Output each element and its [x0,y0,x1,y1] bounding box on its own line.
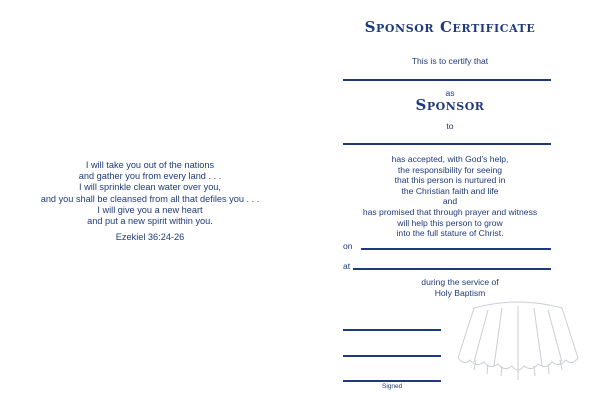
at-label: at [343,261,351,271]
as-text: as [445,88,455,98]
body-line: the Christian faith and life [401,185,499,196]
verse-line: I will give you a new heart [97,204,203,215]
signature-line-2[interactable] [343,355,441,357]
body-line: has accepted, with God’s help, [391,154,509,164]
body-line: into the full stature of Christ. [396,228,504,239]
verse-line: I will take you out of the nations [85,160,215,170]
verse-line: and put a new spirit within you. [87,216,213,227]
verse-line: I will sprinkle clean water over you, [79,182,221,193]
certificate-body [300,154,600,239]
to-text: to [446,121,454,131]
verse-line: and gather you from every land . . . [78,171,222,182]
service-line: Holy Baptism [434,287,486,298]
place-line[interactable] [353,268,551,270]
certify-text: This is to certify that [411,56,489,66]
verse-line: and you shall be cleansed from all that defiles you . . . [40,193,260,204]
signature-line-1[interactable] [343,329,441,331]
signed-label: Signed [382,383,403,390]
service-text [380,277,540,298]
scripture-verse [0,160,300,227]
date-line[interactable] [361,248,551,250]
body-line: and [442,196,458,207]
body-line: has promised that through prayer and witness [362,206,538,217]
service-line: during the service of [421,277,499,287]
verse-reference: Ezekiel 36:24-26 [115,232,185,242]
name-line[interactable] [343,79,551,81]
body-line: the responsibility for seeing [397,164,503,175]
on-label: on [343,241,353,251]
sponsor-role: Sponsor [415,96,485,114]
body-line: that this person is nurtured in [394,175,506,186]
body-line: will help this person to grow [397,217,503,228]
certificate-title: Sponsor Certificate [364,18,536,36]
scallop-shell-icon [456,300,580,382]
candidate-line[interactable] [343,143,551,145]
signature-line-3[interactable] [343,380,441,382]
